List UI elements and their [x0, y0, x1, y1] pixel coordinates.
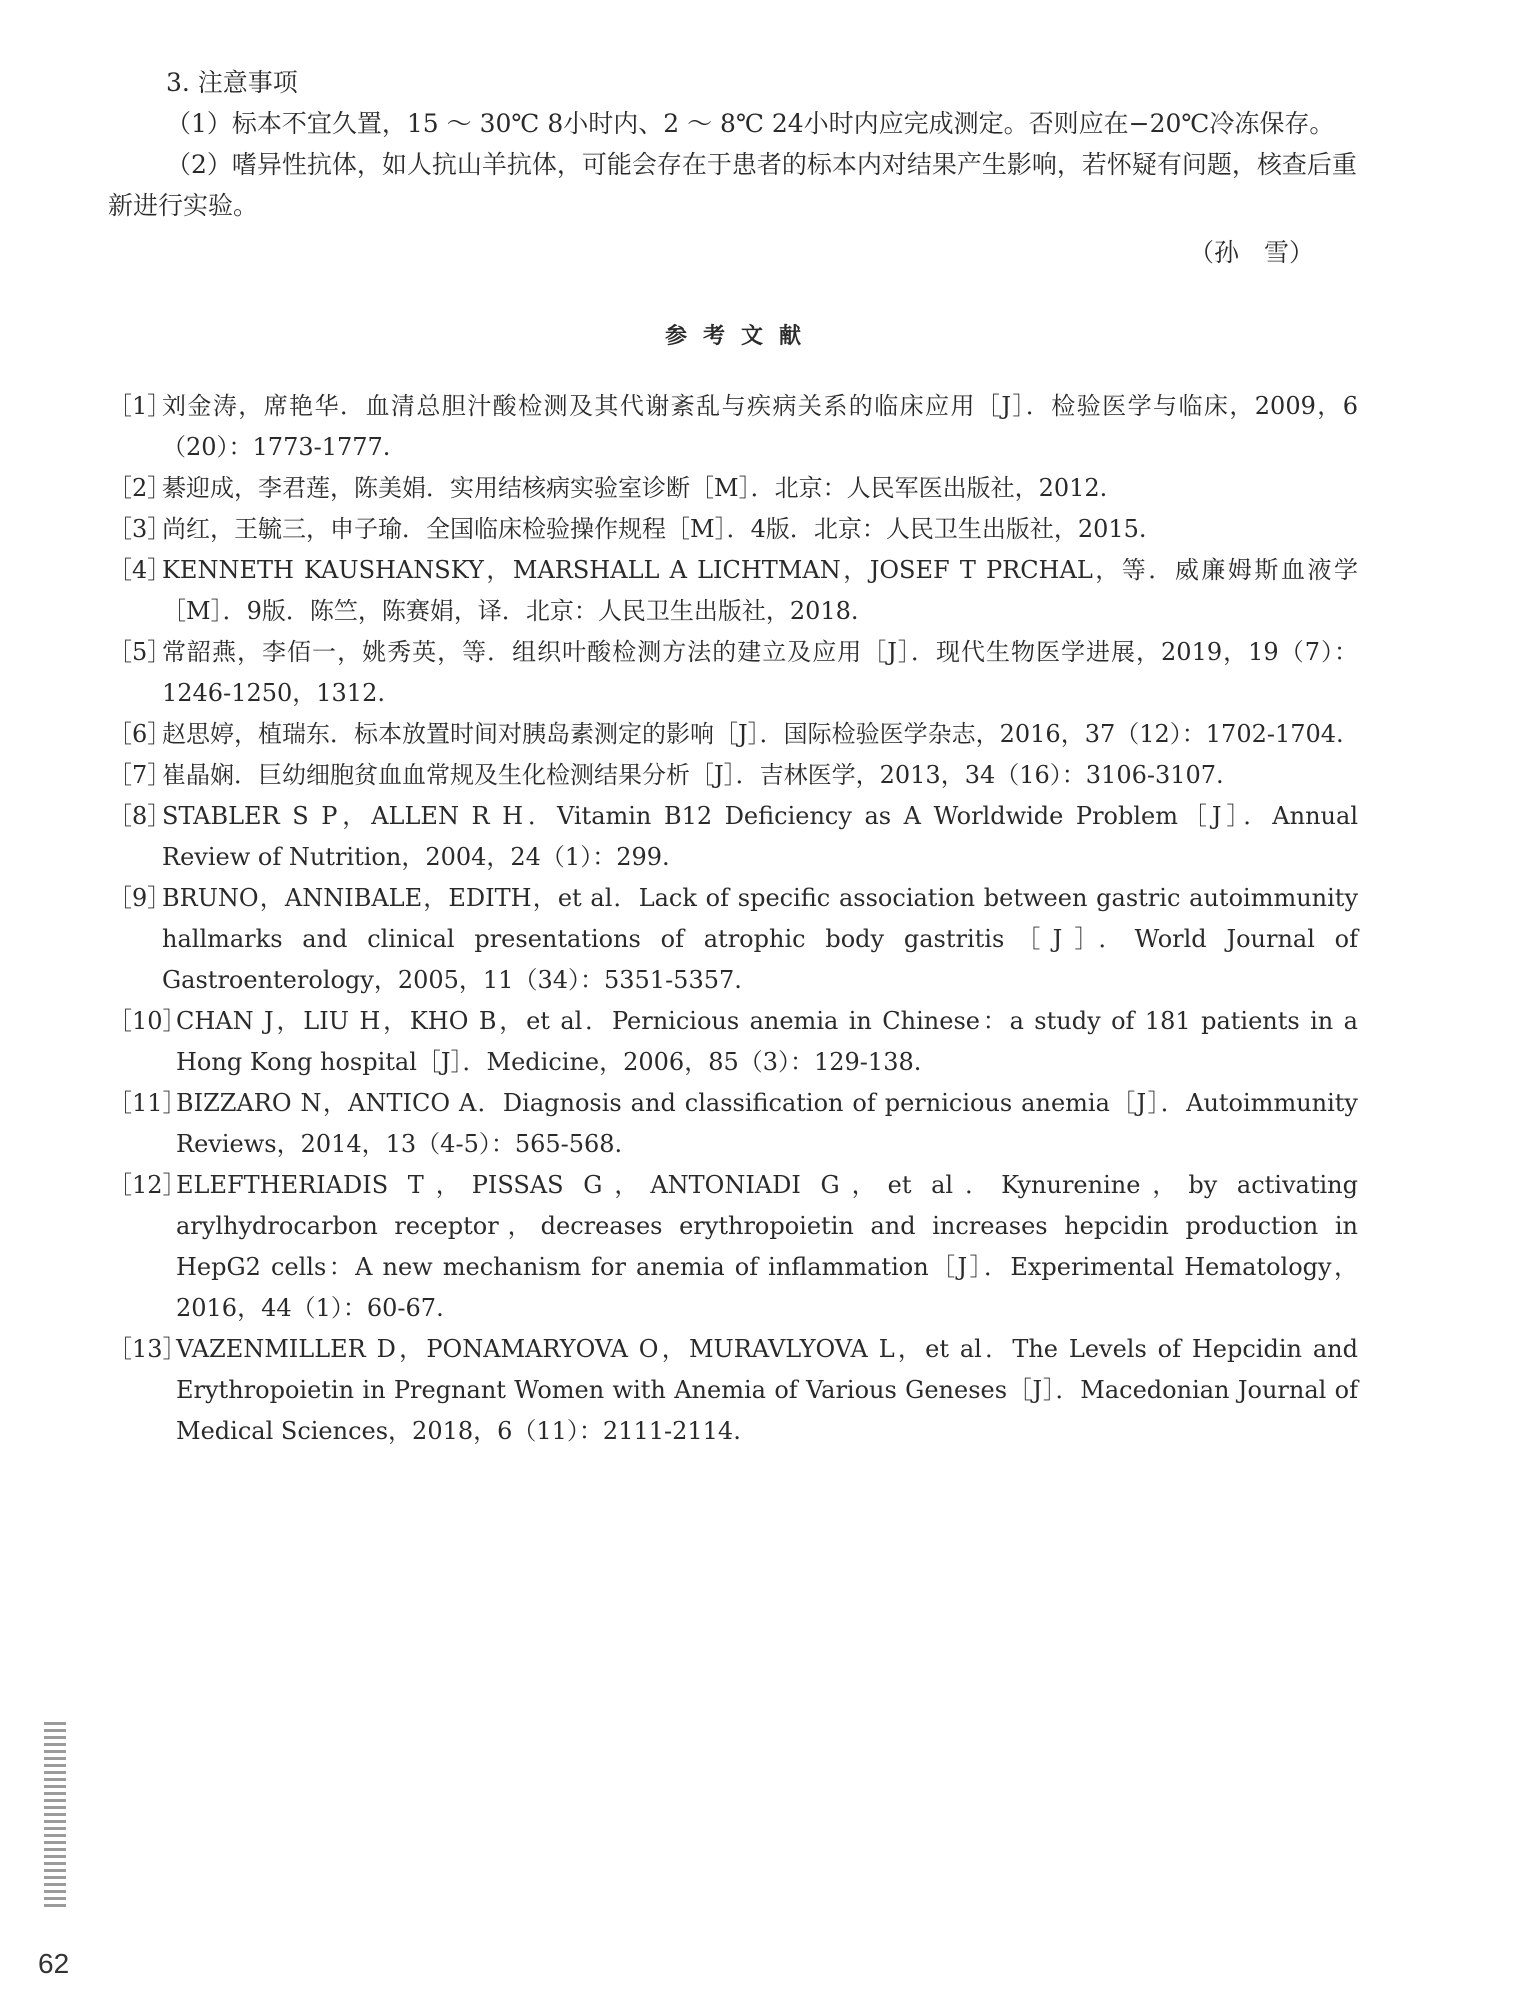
reference-number: ［6］ — [108, 720, 172, 748]
tick-mark — [44, 1785, 66, 1788]
reference-number: ［12］ — [108, 1171, 187, 1199]
reference-item — [108, 878, 1358, 1001]
tick-mark — [44, 1722, 66, 1725]
tick-mark — [44, 1750, 66, 1753]
reference-text: 赵思婷，植瑞东．标本放置时间对胰岛素测定的影响［J］．国际检验医学杂志，2016，37（12）：1702-1704. — [162, 720, 1344, 748]
reference-number: ［7］ — [108, 761, 172, 789]
tick-mark — [44, 1855, 66, 1858]
tick-mark — [44, 1834, 66, 1837]
reference-text: 常韶燕，李佰一，姚秀英，等．组织叶酸检测方法的建立及应用［J］．现代生物医学进展，2019，19（7）：1246-1250，1312. — [162, 638, 1358, 707]
reference-number: ［5］ — [108, 638, 172, 666]
tick-mark — [44, 1729, 66, 1732]
note-paragraph-1: （1）标本不宜久置，15 ～ 30℃ 8小时内、2 ～ 8℃ 24小时内应完成测定。否则应在−20℃冷冻保存。 — [166, 109, 1335, 138]
reference-number: ［3］ — [108, 515, 172, 543]
tick-mark — [44, 1876, 66, 1879]
reference-number: ［8］ — [108, 802, 172, 830]
reference-number: ［10］ — [108, 1007, 187, 1035]
tick-mark — [44, 1778, 66, 1781]
reference-text: ELEFTHERIADIS T，PISSAS G，ANTONIADI G，et al．Kynurenine，by activating arylhydrocarbon receptor，decreases erythropoietin and increases hepcidin production in HepG2 cells：A new mechanism for anemia of inflammation［J］．Experimental Hematology，2016，44（1）：60-67. — [176, 1171, 1358, 1322]
reference-number: ［2］ — [108, 474, 172, 502]
reference-list — [108, 386, 1358, 1452]
reference-text: CHAN J，LIU H，KHO B，et al．Pernicious anemia in Chinese：a study of 181 patients in a Hong Kong hospital［J］．Medicine，2006，85（3）：129-138. — [176, 1007, 1358, 1076]
reference-item — [108, 796, 1358, 878]
reference-item — [108, 1165, 1358, 1329]
reference-text: KENNETH KAUSHANSKY，MARSHALL A LICHTMAN，JOSEF T PRCHAL，等．威廉姆斯血液学［M］．9版．陈竺，陈赛娟，译．北京：人民卫生出版社，2018. — [162, 556, 1358, 625]
tick-mark — [44, 1743, 66, 1746]
tick-mark — [44, 1869, 66, 1872]
tick-mark — [44, 1792, 66, 1795]
page-number: 62 — [38, 1948, 70, 1979]
reference-item — [108, 550, 1358, 632]
tick-mark — [44, 1736, 66, 1739]
reference-number: ［4］ — [108, 556, 172, 584]
reference-item — [108, 1083, 1358, 1165]
reference-item — [108, 1329, 1358, 1452]
margin-tick-marks — [44, 1722, 66, 1911]
reference-number: ［9］ — [108, 884, 172, 912]
reference-text: STABLER S P，ALLEN R H．Vitamin B12 Deficiency as A Worldwide Problem［J］．Annual Review of Nutrition，2004，24（1）：299. — [162, 802, 1358, 871]
reference-text: 崔晶娴．巨幼细胞贫血血常规及生化检测结果分析［J］．吉林医学，2013，34（16）：3106-3107. — [162, 761, 1224, 789]
reference-number: ［1］ — [108, 392, 172, 420]
tick-mark — [44, 1799, 66, 1802]
reference-text: BRUNO，ANNIBALE，EDITH，et al．Lack of specific association between gastric autoimmunity hallmarks and clinical presentations of atrophic body gastritis［J］．World Journal of Gastroenterology，2005，11（34）：5351-5357. — [162, 884, 1358, 994]
tick-mark — [44, 1813, 66, 1816]
tick-mark — [44, 1904, 66, 1907]
reference-item — [108, 386, 1358, 468]
references-title: 参考文献 — [664, 323, 817, 349]
reference-item — [108, 632, 1358, 714]
reference-item — [108, 714, 1358, 755]
author-signature: （孙 雪） — [1188, 238, 1314, 267]
reference-item — [108, 509, 1358, 550]
reference-item — [108, 468, 1358, 509]
tick-mark — [44, 1897, 66, 1900]
reference-text: BIZZARO N，ANTICO A．Diagnosis and classification of pernicious anemia［J］．Autoimmunity Reviews，2014，13（4-5）：565-568. — [176, 1089, 1358, 1158]
reference-text: 尚红，王毓三，申子瑜．全国临床检验操作规程［M］．4版．北京：人民卫生出版社，2015. — [162, 515, 1147, 543]
reference-number: ［11］ — [108, 1089, 187, 1117]
tick-mark — [44, 1848, 66, 1851]
page-content — [108, 62, 1358, 1452]
tick-mark — [44, 1890, 66, 1893]
reference-text: VAZENMILLER D，PONAMARYOVA O，MURAVLYOVA L，et al．The Levels of Hepcidin and Erythropoietin in Pregnant Women with Anemia of Various Geneses［J］．Macedonian Journal of Medical Sciences，2018，6（11）：2111-2114. — [176, 1335, 1358, 1445]
tick-mark — [44, 1806, 66, 1809]
reference-text: 綦迎成，李君莲，陈美娟．实用结核病实验室诊断［M］．北京：人民军医出版社，2012. — [162, 474, 1108, 502]
tick-mark — [44, 1771, 66, 1774]
tick-mark — [44, 1827, 66, 1830]
tick-mark — [44, 1757, 66, 1760]
reference-item — [108, 755, 1358, 796]
reference-item — [108, 1001, 1358, 1083]
note-paragraph-2: （2）嗜异性抗体，如人抗山羊抗体，可能会存在于患者的标本内对结果产生影响，若怀疑有问题，核查后重新进行实验。 — [108, 150, 1357, 220]
reference-number: ［13］ — [108, 1335, 187, 1363]
tick-mark — [44, 1764, 66, 1767]
section-heading: 3. 注意事项 — [166, 68, 298, 97]
tick-mark — [44, 1820, 66, 1823]
reference-text: 刘金涛，席艳华．血清总胆汁酸检测及其代谢紊乱与疾病关系的临床应用［J］．检验医学与临床，2009，6（20）：1773-1777. — [162, 392, 1358, 461]
tick-mark — [44, 1862, 66, 1865]
tick-mark — [44, 1841, 66, 1844]
tick-mark — [44, 1883, 66, 1886]
